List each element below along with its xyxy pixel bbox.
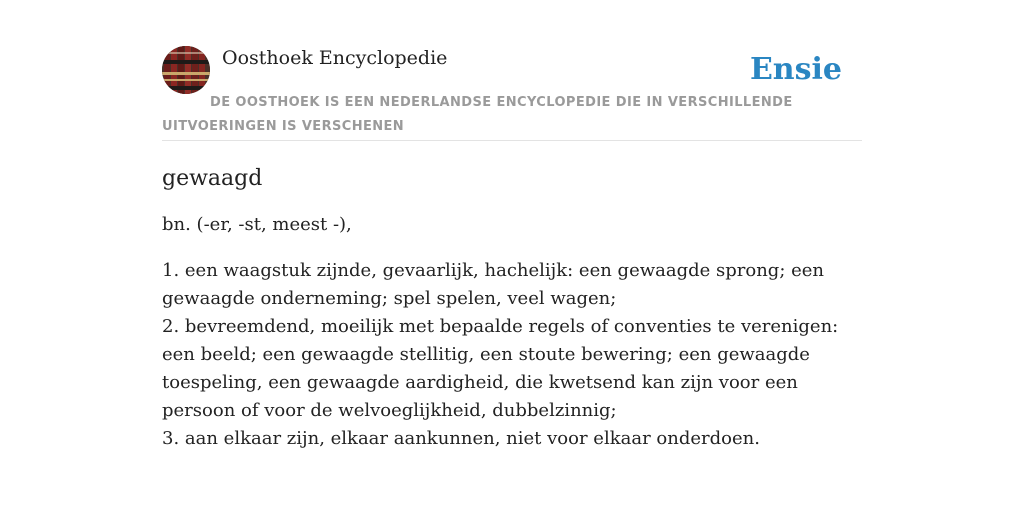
entry-grammar: bn. (-er, -st, meest -),: [162, 214, 352, 235]
entry-headword: gewaagd: [162, 166, 263, 191]
brand-logo[interactable]: Ensie: [749, 52, 842, 87]
encyclopedia-books-icon[interactable]: [162, 46, 210, 94]
site-header: [162, 46, 862, 141]
definition-item-2: 2. bevreemdend, moeilijk met bepaalde regels of conventies te verenigen: een beeld; een gewaagde stellitig, een stoute bewering; een gewaagde toespeling, een gewaagde aardigheid, die kwetsend kan zijn voor een persoon of voor de welvoeglijkheid, dubbelzinnig;: [162, 316, 839, 421]
definition-list: [162, 257, 862, 453]
site-tagline: DE OOSTHOEK IS EEN NEDERLANDSE ENCYCLOPEDIE DIE IN VERSCHILLENDE UITVOERINGEN IS VERSCHENEN: [162, 95, 793, 134]
dictionary-entry: [162, 160, 862, 453]
site-title[interactable]: Oosthoek Encyclopedie: [222, 47, 448, 69]
definition-item-1: 1. een waagstuk zijnde, gevaarlijk, hachelijk: een gewaagde sprong; een gewaagde onderneming; spel spelen, veel wagen;: [162, 260, 825, 309]
definition-item-3: 3. aan elkaar zijn, elkaar aankunnen, niet voor elkaar onderdoen.: [162, 428, 760, 449]
